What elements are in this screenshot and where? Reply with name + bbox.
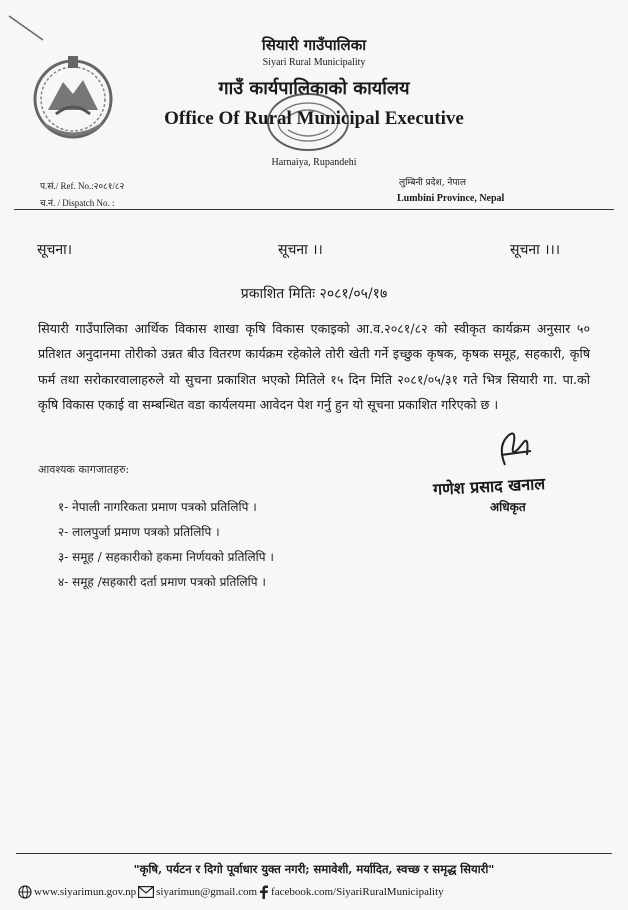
documents-list — [58, 495, 274, 595]
document-item: १- नेपाली नागरिकता प्रमाण पत्रको प्रतिलिपि । — [58, 500, 257, 514]
footer-divider — [16, 853, 612, 854]
municipality-name-en: Siyari Rural Municipality — [262, 57, 366, 68]
document-item: ३- समूह / सहकारीको हकमा निर्णयको प्रतिलिपि । — [58, 550, 274, 564]
facebook-icon — [259, 885, 269, 899]
website-link[interactable]: www.siyarimun.gov.np — [34, 886, 137, 898]
facebook-link[interactable]: facebook.com/SiyariRuralMunicipality — [271, 886, 444, 898]
footer-motto: "कृषि, पर्यटन र दिगो पूर्वाधार युक्त नगरी; समावेशी, मर्यादित, स्वच्छ र समृद्ध सियारी" — [133, 862, 495, 876]
province-en: Lumbini Province, Nepal — [397, 193, 505, 204]
document-item: ४- समूह /सहकारी दर्ता प्रमाण पत्रको प्रतिलिपि । — [58, 575, 266, 589]
header-divider — [14, 209, 614, 210]
handwritten-signature-icon — [493, 425, 535, 473]
envelope-icon — [138, 886, 154, 898]
document-item: २- लालपुर्जा प्रमाण पत्रको प्रतिलिपि । — [58, 525, 220, 539]
municipality-name-np: सियारी गाउँपालिका — [261, 36, 367, 54]
office-name-en: Office Of Rural Municipal Executive — [164, 108, 464, 129]
notice-label-1: सूचना। — [37, 242, 73, 258]
province-np: लुम्बिनी प्रदेश, नेपाल — [399, 178, 466, 188]
globe-icon — [18, 885, 32, 899]
notice-label-3: सूचना ।।। — [510, 242, 561, 258]
reference-number: प.सं./ Ref. No.:२०८१/८२ — [40, 181, 125, 191]
signatory-title: अधिकृत — [490, 500, 526, 514]
documents-heading: आवश्यक कागजातहरु: — [38, 463, 130, 476]
office-address: Harnaiya, Rupandehi — [271, 157, 357, 168]
office-name-np: गाउँ कार्यपालिकाको कार्यालय — [218, 78, 410, 99]
footer-contacts — [18, 885, 444, 899]
notice-label-2: सूचना ।। — [278, 242, 323, 258]
signatory-name: गणेश प्रसाद खनाल — [432, 474, 546, 499]
office-stamp-icon — [262, 88, 354, 156]
dispatch-number: च.नं. / Dispatch No. : — [40, 198, 115, 208]
notice-body: सियारी गाउँपालिका आर्थिक विकास शाखा कृषि विकास एकाइको आ.व.२०८१/८२ को स्वीकृत कार्यक्रम अनुसार ५० प्रतिशत अनुदानमा तोरीको उन्नत बीउ वितरण कार्यक्रम रहेकोले तोरी खेती गर्ने इच्छुक कृषक, कृषक समूह, सहकारी, कृषि फर्म तथा सरोकारवालाहरुले यो सुचना प्रकाशित भएको मितिले १५ दिन मिति २०८१/०५/३१ गते भित्र सियारी गा. पा.को कृषि विकास एकाई वा सम्बन्धित वडा कार्यलयमा आवेदन पेश गर्नु हुन यो सूचना प्रकाशित गरिएको छ । — [38, 321, 590, 413]
email-link[interactable]: siyarimun@gmail.com — [156, 886, 258, 898]
published-date: प्रकाशित मितिः २०८१/०५/१७ — [240, 286, 388, 302]
